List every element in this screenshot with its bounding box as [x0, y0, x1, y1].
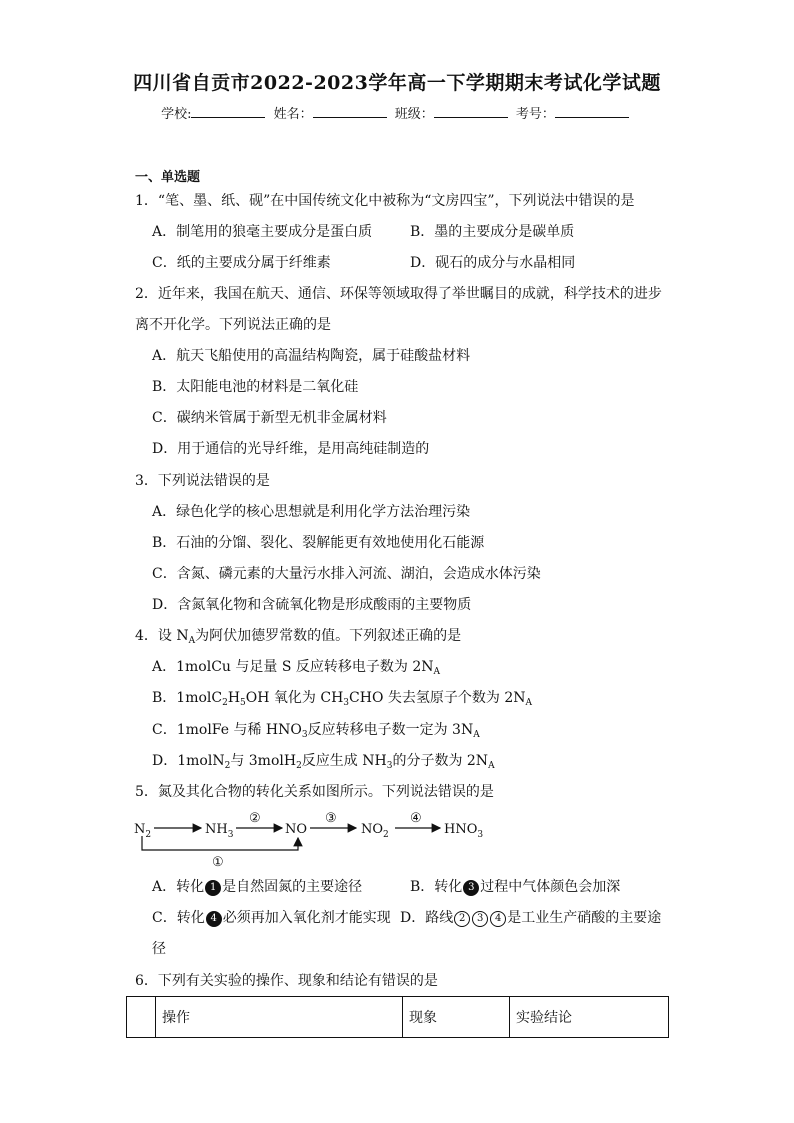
hno3-label: $HNO_3$ — [444, 822, 484, 840]
step-1-label: ① — [212, 855, 224, 870]
q4-option-b: B．$1molC_2H_5OH$ 氧化为 $CH_3CHO$ 失去氢原子个数为 $2N_A$ — [152, 690, 532, 708]
q6-stem: 6．下列有关实验的操作、现象和结论有错误的是 — [135, 973, 438, 989]
q5-stem: 5．氮及其化合物的转化关系如图所示。下列说法错误的是 — [135, 784, 494, 800]
table-header-row — [127, 997, 669, 1038]
table-header-cell: 现象 — [403, 997, 510, 1038]
q1-option-b: B．墨的主要成分是碳单质 — [410, 224, 575, 240]
q2-option-d: D．用于通信的光导纤维，是用高纯硅制造的 — [152, 441, 430, 457]
table-header-cell: 操作 — [156, 997, 403, 1038]
q2-option-c: C．碳纳米管属于新型无机非金属材料 — [152, 410, 387, 426]
q5-option-d-cont: 径 — [152, 941, 166, 957]
name-blank[interactable] — [313, 105, 387, 118]
class-blank[interactable] — [434, 105, 508, 118]
section-title: 一、单选题 — [135, 170, 201, 185]
q2-stem: 2．近年来，我国在航天、通信、环保等领域取得了举世瞩目的成就，科学技术的进步 — [135, 286, 662, 302]
q4-option-c: C．1molFe 与稀 $HNO_3$反应转移电子数一定为 $3N_A$ — [152, 722, 480, 740]
q1-option-a: A．制笔用的狼毫主要成分是蛋白质 — [152, 224, 373, 240]
q4-option-a: A．1molCu 与足量 S 反应转移电子数为 $2N_A$ — [152, 659, 440, 677]
q5-option-a: A．转化 1 是自然固氮的主要途径 — [152, 879, 363, 895]
experiment-table — [126, 996, 669, 1038]
table-header-cell — [127, 997, 156, 1038]
q3-stem: 3．下列说法错误的是 — [135, 473, 270, 489]
q3-option-a: A．绿色化学的核心思想就是利用化学方法治理污染 — [152, 504, 471, 520]
step-2-label: ② — [249, 811, 261, 826]
school-label: 学校: — [161, 107, 192, 122]
name-label: 姓名： — [273, 107, 313, 122]
q3-option-c: C．含氮、磷元素的大量污水排入河流、湖泊，会造成水体污染 — [152, 566, 541, 582]
q2-stem-cont: 离不开化学。下列说法正确的是 — [135, 317, 331, 333]
page-title: 四川省自贡市2022-2023学年高一下学期期末考试化学试题 — [133, 72, 661, 94]
q1-option-c: C．纸的主要成分属于纤维素 — [152, 255, 331, 271]
q5-option-b: B．转化 3 过程中气体颜色会加深 — [410, 879, 621, 895]
n2-label: $N_2$ — [134, 822, 152, 840]
step-4-label: ④ — [410, 811, 422, 826]
school-blank[interactable] — [191, 105, 265, 118]
q4-option-d: D．1molN$_2$与 3molH$_2$反应生成 $NH_3$的分子数为 $2N_A$ — [152, 753, 495, 771]
no-label: NO — [285, 822, 308, 837]
exam-no-blank[interactable] — [555, 105, 629, 118]
q1-stem: 1．“笔、墨、纸、砚”在中国传统文化中被称为“文房四宝”，下列说法中错误的是 — [135, 193, 635, 209]
nh3-label: $NH_3$ — [205, 822, 234, 840]
step-3-label: ③ — [325, 811, 337, 826]
nitrogen-conversion-diagram — [130, 808, 510, 870]
q3-option-d: D．含氮氧化物和含硫氧化物是形成酸雨的主要物质 — [152, 597, 472, 613]
q2-option-b: B．太阳能电池的材料是二氧化硅 — [152, 379, 359, 395]
q1-option-d: D．砚石的成分与水晶相同 — [410, 255, 576, 271]
q4-stem: 4．设 $N_A$为阿伏加德罗常数的值。下列叙述正确的是 — [135, 628, 462, 646]
arrow-n2-no — [142, 836, 298, 850]
table-header-cell: 实验结论 — [510, 997, 669, 1038]
no2-label: $NO_2$ — [361, 822, 389, 840]
q5-option-c: C．转化 4 必须再加入氧化剂才能实现 — [152, 910, 391, 926]
class-label: 班级： — [394, 107, 434, 122]
student-info-line — [0, 103, 794, 122]
exam-no-label: 考号： — [515, 107, 555, 122]
q3-option-b: B．石油的分馏、裂化、裂解能更有效地使用化石能源 — [152, 535, 485, 551]
q2-option-a: A．航天飞船使用的高温结构陶瓷，属于硅酸盐材料 — [152, 348, 471, 364]
q5-option-d: D．路线 2 3 4 是工业生产硝酸的主要途 — [400, 910, 662, 926]
